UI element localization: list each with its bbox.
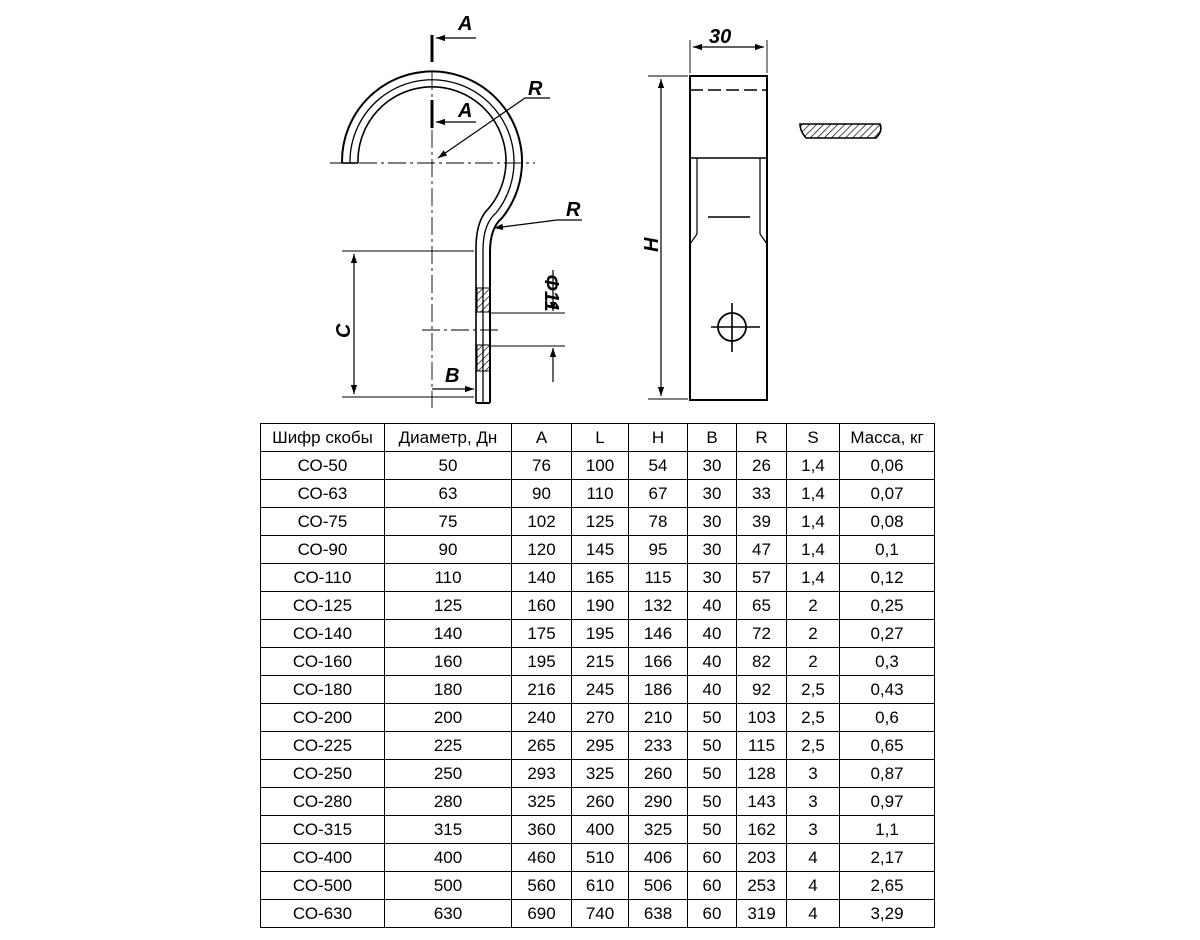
table-cell-code: СО-315	[261, 816, 385, 844]
table-cell-h: 146	[629, 620, 688, 648]
label-hole-diameter: Φ11	[540, 274, 562, 312]
table-cell-l: 325	[572, 760, 629, 788]
table-cell-diameter: 180	[385, 676, 512, 704]
label-dim-c: C	[333, 323, 355, 338]
table-row	[261, 900, 935, 928]
clamp-side-view	[330, 35, 582, 408]
table-cell-r: 82	[737, 648, 787, 676]
table-cell-s: 1,4	[787, 452, 840, 480]
table-cell-b: 50	[688, 816, 737, 844]
table-cell-diameter: 630	[385, 900, 512, 928]
table-cell-b: 30	[688, 452, 737, 480]
table-header-row	[261, 424, 935, 452]
table-cell-a: 102	[512, 508, 572, 536]
table-cell-diameter: 110	[385, 564, 512, 592]
table-cell-diameter: 160	[385, 648, 512, 676]
table-cell-l: 740	[572, 900, 629, 928]
table-cell-l: 270	[572, 704, 629, 732]
table-cell-r: 203	[737, 844, 787, 872]
section-hatch-lower	[477, 345, 490, 371]
table-row	[261, 508, 935, 536]
table-cell-h: 54	[629, 452, 688, 480]
table-cell-b: 50	[688, 732, 737, 760]
table-cell-l: 110	[572, 480, 629, 508]
table-cell-s: 3	[787, 788, 840, 816]
table-cell-mass: 0,3	[840, 648, 935, 676]
table-row	[261, 872, 935, 900]
table-cell-code: СО-50	[261, 452, 385, 480]
table-cell-l: 510	[572, 844, 629, 872]
side-view-labels	[333, 13, 581, 387]
table-row	[261, 620, 935, 648]
section-a-a-view	[800, 124, 881, 138]
label-section-a-mid: A	[458, 100, 473, 122]
table-cell-diameter: 125	[385, 592, 512, 620]
table-cell-s: 3	[787, 816, 840, 844]
table-cell-diameter: 75	[385, 508, 512, 536]
table-cell-code: СО-160	[261, 648, 385, 676]
table-row	[261, 480, 935, 508]
table-cell-mass: 1,1	[840, 816, 935, 844]
table-cell-mass: 0,97	[840, 788, 935, 816]
table-cell-h: 78	[629, 508, 688, 536]
table-cell-h: 506	[629, 872, 688, 900]
table-cell-a: 240	[512, 704, 572, 732]
table-cell-code: СО-200	[261, 704, 385, 732]
table-cell-code: СО-280	[261, 788, 385, 816]
table-cell-h: 166	[629, 648, 688, 676]
table-cell-b: 40	[688, 648, 737, 676]
table-cell-code: СО-630	[261, 900, 385, 928]
label-dim-b: B	[445, 365, 460, 387]
table-cell-a: 690	[512, 900, 572, 928]
table-row	[261, 704, 935, 732]
table-cell-s: 1,4	[787, 564, 840, 592]
table-row	[261, 760, 935, 788]
table-cell-l: 195	[572, 620, 629, 648]
table-cell-b: 50	[688, 788, 737, 816]
table-cell-code: СО-180	[261, 676, 385, 704]
table-row	[261, 788, 935, 816]
table-cell-b: 30	[688, 508, 737, 536]
column-header-code: Шифр скобы	[261, 424, 385, 452]
table-cell-a: 325	[512, 788, 572, 816]
table-cell-b: 30	[688, 564, 737, 592]
table-cell-r: 319	[737, 900, 787, 928]
table-cell-code: СО-75	[261, 508, 385, 536]
label-section-a-top: A	[458, 13, 473, 35]
table-cell-s: 2,5	[787, 676, 840, 704]
column-header-r: R	[737, 424, 787, 452]
table-cell-s: 3	[787, 760, 840, 788]
table-cell-a: 175	[512, 620, 572, 648]
table-cell-mass: 0,1	[840, 536, 935, 564]
table-cell-l: 215	[572, 648, 629, 676]
table-cell-diameter: 90	[385, 536, 512, 564]
table-cell-l: 260	[572, 788, 629, 816]
column-header-h: H	[629, 424, 688, 452]
table-cell-s: 2	[787, 648, 840, 676]
table-row	[261, 452, 935, 480]
table-cell-s: 2	[787, 620, 840, 648]
table-cell-h: 67	[629, 480, 688, 508]
table-cell-h: 260	[629, 760, 688, 788]
table-cell-a: 293	[512, 760, 572, 788]
table-cell-b: 30	[688, 480, 737, 508]
table-cell-mass: 0,87	[840, 760, 935, 788]
table-cell-diameter: 50	[385, 452, 512, 480]
table-cell-b: 40	[688, 592, 737, 620]
clamp-front-view	[648, 40, 767, 400]
table-cell-h: 95	[629, 536, 688, 564]
table-cell-b: 30	[688, 536, 737, 564]
table-cell-mass: 0,07	[840, 480, 935, 508]
table-cell-diameter: 250	[385, 760, 512, 788]
table-cell-a: 360	[512, 816, 572, 844]
table-row	[261, 592, 935, 620]
table-cell-l: 165	[572, 564, 629, 592]
table-cell-h: 406	[629, 844, 688, 872]
table-cell-l: 145	[572, 536, 629, 564]
table-cell-b: 40	[688, 676, 737, 704]
table-cell-s: 1,4	[787, 508, 840, 536]
specification-table	[260, 423, 935, 928]
column-header-a: A	[512, 424, 572, 452]
table-cell-mass: 0,25	[840, 592, 935, 620]
table-cell-h: 115	[629, 564, 688, 592]
table-cell-s: 2	[787, 592, 840, 620]
table-cell-code: СО-400	[261, 844, 385, 872]
front-view-labels	[641, 26, 731, 252]
column-header-s: S	[787, 424, 840, 452]
table-row	[261, 676, 935, 704]
table-cell-code: СО-140	[261, 620, 385, 648]
table-cell-code: СО-250	[261, 760, 385, 788]
table-cell-code: СО-225	[261, 732, 385, 760]
table-cell-mass: 0,43	[840, 676, 935, 704]
table-cell-a: 460	[512, 844, 572, 872]
table-cell-code: СО-500	[261, 872, 385, 900]
table-cell-l: 295	[572, 732, 629, 760]
label-radius-bottom: R	[566, 199, 581, 221]
table-cell-mass: 0,6	[840, 704, 935, 732]
table-cell-r: 103	[737, 704, 787, 732]
table-cell-diameter: 500	[385, 872, 512, 900]
table-cell-r: 143	[737, 788, 787, 816]
table-row	[261, 564, 935, 592]
table-cell-a: 195	[512, 648, 572, 676]
table-cell-mass: 3,29	[840, 900, 935, 928]
table-cell-s: 2,5	[787, 704, 840, 732]
table-cell-s: 1,4	[787, 480, 840, 508]
section-hatch-upper	[477, 288, 490, 312]
table-cell-b: 60	[688, 900, 737, 928]
table-cell-r: 33	[737, 480, 787, 508]
table-cell-diameter: 225	[385, 732, 512, 760]
table-cell-s: 4	[787, 900, 840, 928]
table-cell-l: 610	[572, 872, 629, 900]
table-cell-s: 2,5	[787, 732, 840, 760]
table-cell-r: 39	[737, 508, 787, 536]
strip-outline	[690, 76, 767, 400]
table-cell-r: 47	[737, 536, 787, 564]
table-cell-code: СО-63	[261, 480, 385, 508]
label-width-30: 30	[709, 26, 732, 48]
column-header-l: L	[572, 424, 629, 452]
column-header-mass: Масса, кг	[840, 424, 935, 452]
table-cell-r: 26	[737, 452, 787, 480]
table-cell-r: 72	[737, 620, 787, 648]
table-cell-b: 50	[688, 760, 737, 788]
label-radius-top: R	[528, 78, 543, 100]
table-cell-mass: 0,27	[840, 620, 935, 648]
label-dim-h: H	[641, 237, 663, 252]
table-cell-mass: 0,65	[840, 732, 935, 760]
table-cell-s: 4	[787, 872, 840, 900]
table-cell-s: 4	[787, 844, 840, 872]
table-cell-h: 186	[629, 676, 688, 704]
table-cell-h: 210	[629, 704, 688, 732]
table-body	[261, 452, 935, 928]
table-cell-s: 1,4	[787, 536, 840, 564]
table-cell-code: СО-110	[261, 564, 385, 592]
table-cell-diameter: 400	[385, 844, 512, 872]
table-cell-code: СО-90	[261, 536, 385, 564]
table-row	[261, 536, 935, 564]
table-row	[261, 816, 935, 844]
table-cell-h: 233	[629, 732, 688, 760]
table-cell-b: 40	[688, 620, 737, 648]
table-cell-h: 638	[629, 900, 688, 928]
table-row	[261, 732, 935, 760]
table-cell-a: 265	[512, 732, 572, 760]
table-cell-h: 325	[629, 816, 688, 844]
table-cell-b: 50	[688, 704, 737, 732]
technical-drawing	[0, 0, 1200, 420]
table-cell-a: 560	[512, 872, 572, 900]
table-cell-r: 57	[737, 564, 787, 592]
table-cell-r: 115	[737, 732, 787, 760]
table-cell-a: 90	[512, 480, 572, 508]
table-cell-diameter: 200	[385, 704, 512, 732]
table-cell-r: 65	[737, 592, 787, 620]
table-cell-a: 216	[512, 676, 572, 704]
table-cell-mass: 2,17	[840, 844, 935, 872]
table-cell-l: 100	[572, 452, 629, 480]
table-cell-mass: 2,65	[840, 872, 935, 900]
table-row	[261, 844, 935, 872]
table-row	[261, 648, 935, 676]
table-cell-h: 290	[629, 788, 688, 816]
section-profile	[800, 124, 881, 138]
table-cell-r: 92	[737, 676, 787, 704]
table-cell-diameter: 315	[385, 816, 512, 844]
table-cell-l: 245	[572, 676, 629, 704]
table-cell-r: 128	[737, 760, 787, 788]
table-cell-mass: 0,06	[840, 452, 935, 480]
column-header-b: B	[688, 424, 737, 452]
table-cell-b: 60	[688, 844, 737, 872]
column-header-diameter: Диаметр, Дн	[385, 424, 512, 452]
table-cell-a: 160	[512, 592, 572, 620]
table-cell-r: 253	[737, 872, 787, 900]
table-cell-l: 190	[572, 592, 629, 620]
table-cell-r: 162	[737, 816, 787, 844]
table-cell-diameter: 63	[385, 480, 512, 508]
table-cell-a: 76	[512, 452, 572, 480]
table-cell-b: 60	[688, 872, 737, 900]
table-cell-diameter: 280	[385, 788, 512, 816]
table-cell-h: 132	[629, 592, 688, 620]
table-cell-diameter: 140	[385, 620, 512, 648]
table-cell-a: 140	[512, 564, 572, 592]
table-cell-mass: 0,12	[840, 564, 935, 592]
table-cell-a: 120	[512, 536, 572, 564]
table-cell-code: СО-125	[261, 592, 385, 620]
table-cell-l: 400	[572, 816, 629, 844]
table-cell-mass: 0,08	[840, 508, 935, 536]
table-cell-l: 125	[572, 508, 629, 536]
